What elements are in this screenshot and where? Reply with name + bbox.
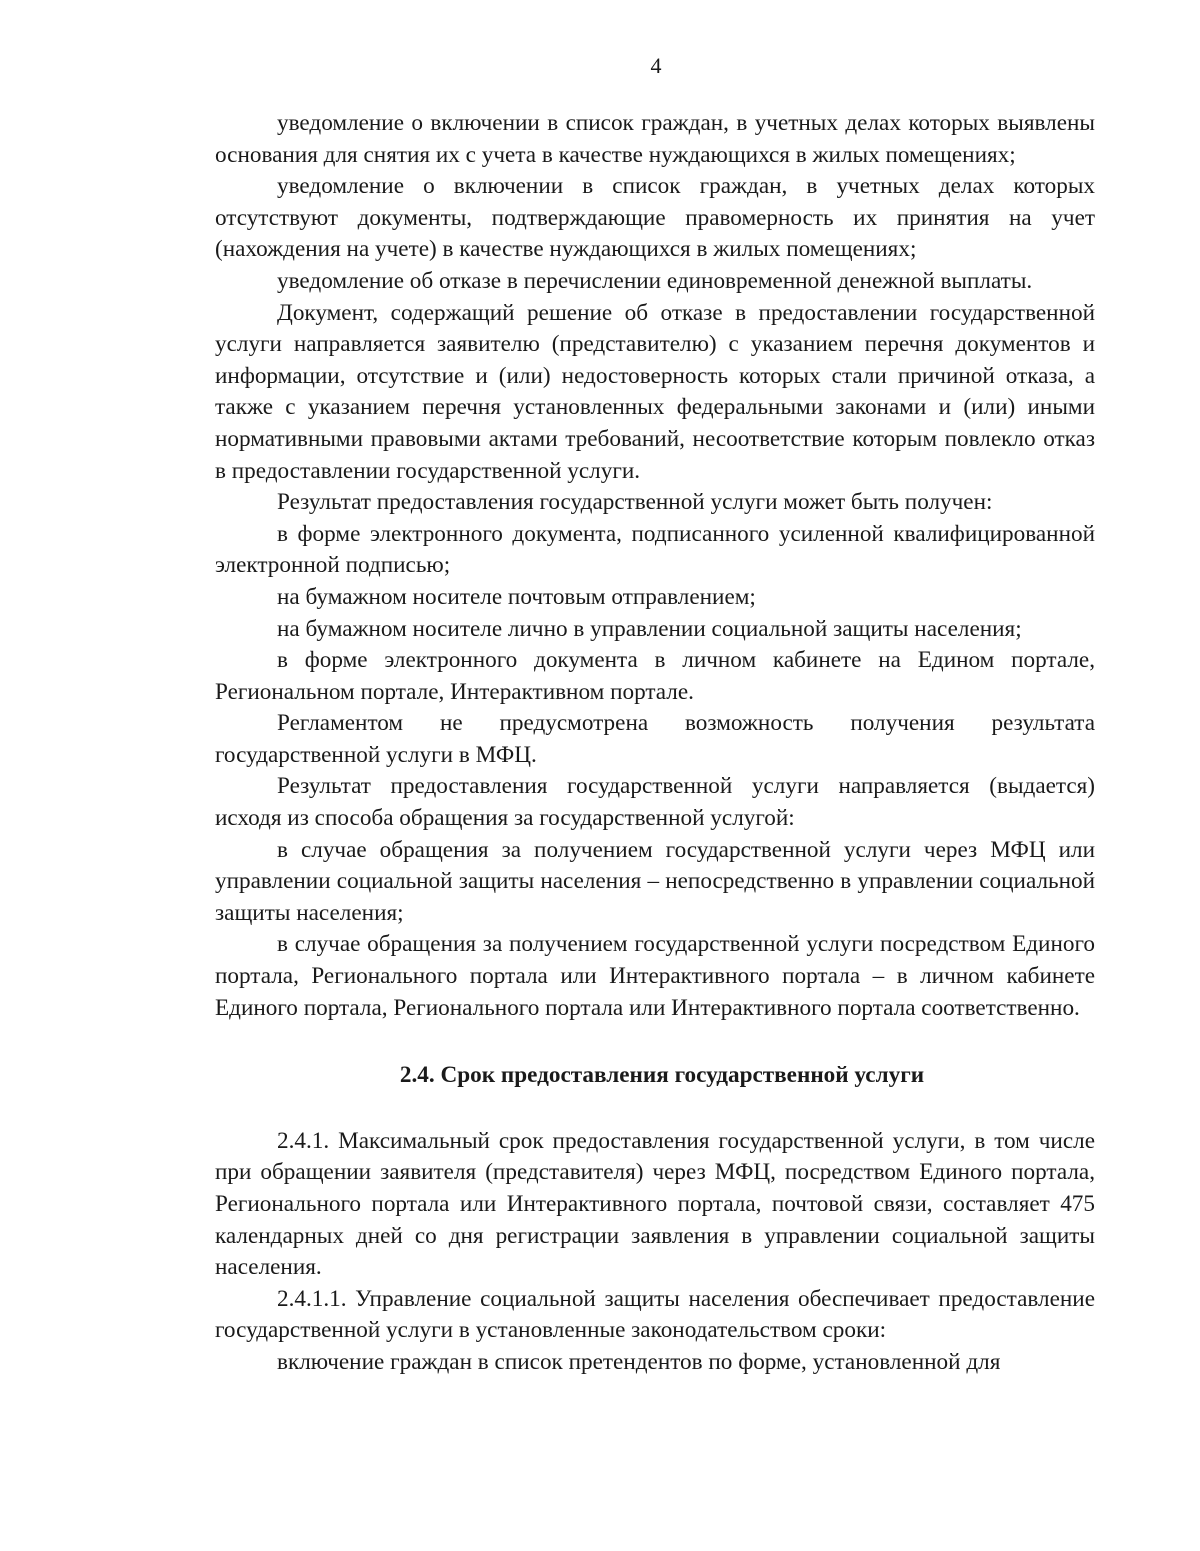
- section-heading: 2.4. Срок предоставления государственной услуги: [399, 1062, 925, 1089]
- paragraph: уведомление о включении в список граждан, в учетных делах которых выявлены основания для снятия их с учета в качестве нуждающихся в жилых помещениях;: [215, 110, 1095, 168]
- paragraph: Регламентом не предусмотрена возможность получения результата государственной услуги в МФЦ.: [215, 710, 1095, 768]
- paragraph: уведомление об отказе в перечислении единовременной денежной выплаты.: [277, 267, 1033, 294]
- paragraph: включение граждан в список претендентов по форме, установленной для: [277, 1348, 1001, 1375]
- paragraph: Результат предоставления государственной услуги может быть получен:: [277, 489, 993, 516]
- paragraph: Результат предоставления государственной услуги направляется (выдается) исходя из способа обращения за государственной услугой:: [215, 773, 1095, 832]
- paragraph: 2.4.1.1. Управление социальной защиты населения обеспечивает предоставление государственной услуги в установленные законодательством сроки:: [215, 1285, 1095, 1344]
- paragraph: в случае обращения за получением государственной услуги посредством Единого портала, Регионального портала или Интерактивного портала – в личном кабинете Единого портала, Регионального портала или Интерактивного портала соответственно.: [215, 931, 1095, 1021]
- paragraph: в форме электронного документа, подписанного усиленной квалифицированной электронной подписью;: [215, 520, 1095, 579]
- document-body: [215, 108, 1095, 1379]
- paragraph: на бумажном носителе лично в управлении социальной защиты населения;: [277, 615, 1022, 642]
- paragraph: Документ, содержащий решение об отказе в предоставлении государственной услуги направляется заявителю (представителю) с указанием перечня документов и информации, отсутствие и (или) недостоверность которых стали причиной отказа, а также с указанием перечня установленных федеральными законами и (или) иными нормативными правовыми актами требований, несоответствие которым повлекло отказ в предоставлении государственной услуги.: [215, 299, 1095, 484]
- paragraph: в форме электронного документа в личном кабинете на Едином портале, Региональном портале, Интерактивном портале.: [215, 647, 1095, 705]
- paragraph: 2.4.1. Максимальный срок предоставления государственной услуги, в том числе при обращении заявителя (представителя) через МФЦ, посредством Единого портала, Регионального портала или Интерактивного портала, почтовой связи, составляет 475 календарных дней со дня регистрации заявления в управлении социальной защиты населения.: [215, 1127, 1095, 1281]
- page-number: 4: [650, 53, 662, 78]
- paragraph: на бумажном носителе почтовым отправлением;: [277, 583, 756, 610]
- paragraph: уведомление о включении в список граждан, в учетных делах которых отсутствуют документы, подтверждающие правомерность их принятия на учет (нахождения на учете) в качестве нуждающихся в жилых помещениях;: [215, 173, 1095, 263]
- paragraph: в случае обращения за получением государственной услуги через МФЦ или управлении социальной защиты населения – непосредственно в управлении социальной защиты населения;: [215, 836, 1095, 926]
